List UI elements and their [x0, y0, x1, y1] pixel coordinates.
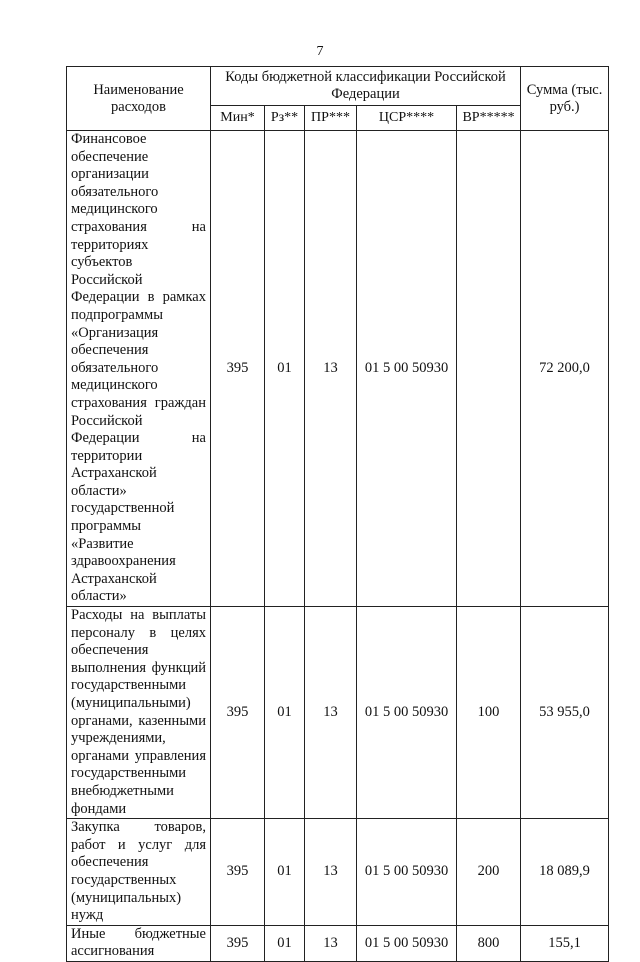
- page-number: 7: [316, 44, 324, 59]
- table-row: [67, 607, 609, 819]
- header-csr: ЦСР****: [357, 106, 457, 131]
- row-min: 395: [211, 819, 265, 926]
- row-min: 395: [211, 607, 265, 819]
- row-vr: 200: [457, 819, 521, 926]
- header-pr: ПР***: [305, 106, 357, 131]
- header-min: Мин*: [211, 106, 265, 131]
- row-csr: 01 5 00 50930: [357, 925, 457, 961]
- budget-table: [66, 66, 609, 962]
- row-vr: 100: [457, 607, 521, 819]
- row-pr: 13: [305, 925, 357, 961]
- row-csr: 01 5 00 50930: [357, 607, 457, 819]
- row-pr: 13: [305, 131, 357, 607]
- header-row: [67, 67, 609, 106]
- row-pr: 13: [305, 819, 357, 926]
- table-row: [67, 131, 609, 607]
- row-min: 395: [211, 925, 265, 961]
- row-sum: 72 200,0: [521, 131, 609, 607]
- row-name: Расходы на выплаты персоналу в целях обеспечения выполнения функций государственными (муниципальными) органами, казенными учреждениями, органами управления государственными внебюджетными фондами: [67, 607, 211, 819]
- row-min: 395: [211, 131, 265, 607]
- row-pr: 13: [305, 607, 357, 819]
- table-row: [67, 925, 609, 961]
- row-rz: 01: [265, 131, 305, 607]
- row-rz: 01: [265, 925, 305, 961]
- row-csr: 01 5 00 50930: [357, 131, 457, 607]
- header-sum: Сумма (тыс. руб.): [521, 67, 609, 131]
- header-name: Наименование расходов: [67, 67, 211, 131]
- row-sum: 18 089,9: [521, 819, 609, 926]
- header-rz: Рз**: [265, 106, 305, 131]
- row-vr: 800: [457, 925, 521, 961]
- row-rz: 01: [265, 607, 305, 819]
- row-vr: [457, 131, 521, 607]
- table-row: [67, 819, 609, 926]
- row-sum: 155,1: [521, 925, 609, 961]
- row-rz: 01: [265, 819, 305, 926]
- row-name: Закупка товаров, работ и услуг для обеспечения государственных (муниципальных) нужд: [67, 819, 211, 926]
- row-name: Иные бюджетные ассигнования: [67, 925, 211, 961]
- row-name: Финансовое обеспечение организации обязательного медицинского страхования на территориях субъектов Российской Федерации в рамках подпрограммы «Организация обеспечения обязательного медицинского страхования граждан Российской Федерации на территории Астраханской области» государственной программы «Развитие здравоохранения Астраханской области»: [67, 131, 211, 607]
- row-csr: 01 5 00 50930: [357, 819, 457, 926]
- row-sum: 53 955,0: [521, 607, 609, 819]
- header-codes: Коды бюджетной классификации Российской Федерации: [211, 67, 521, 106]
- header-vr: ВР*****: [457, 106, 521, 131]
